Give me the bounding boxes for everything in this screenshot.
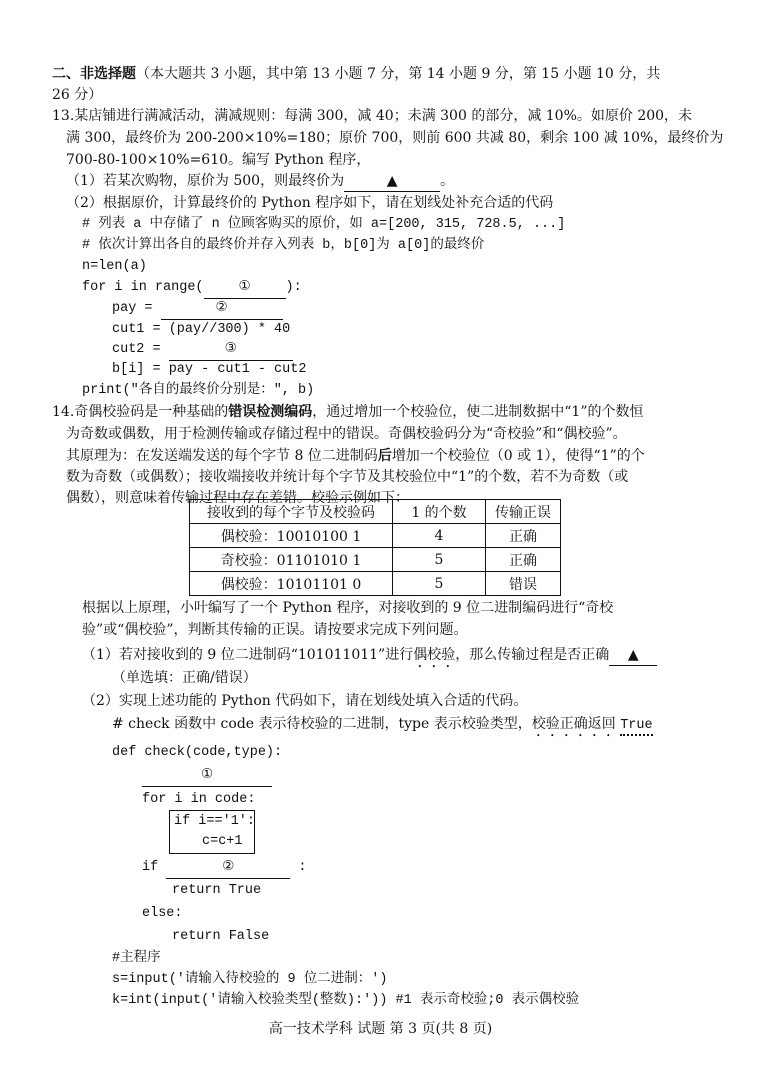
q13-code-assign: b[i] = pay - cut1 - cut2 xyxy=(112,362,307,377)
table-row xyxy=(190,524,561,548)
q14-code-def: def check(code,type): xyxy=(112,745,283,760)
q14-part1-text: （1）若对接收到的 9 位二进制码“101011011”进行 xyxy=(82,647,414,663)
q14-code-main-comment: #主程序 xyxy=(112,951,161,966)
q13-part2: （2）根据原价，计算最终价的 Python 程序如下，请在划线处补充合适的代码 xyxy=(66,195,554,211)
table-cell: 偶校验：10101101 0 xyxy=(190,572,393,596)
q14-keyword: 错误检测编码 xyxy=(228,404,313,420)
q14-code-if xyxy=(142,858,307,879)
q14-part1-emphasis: 偶校验 xyxy=(413,647,456,663)
q14-text: 其原理为：在发送端发送的每个字节 8 位二进制码 xyxy=(66,448,378,464)
q14-code-increment: c=c+1 xyxy=(202,834,243,849)
q14-keyword: 后 xyxy=(377,448,392,464)
table-cell: 错误 xyxy=(486,572,561,596)
q14-code-blank1-line xyxy=(142,766,272,787)
code-text: # check 函数中 code 表示待校验的二进制，type 表示校验类型， xyxy=(112,716,532,732)
q13-stem-line3: 700-80-100×10%=610。编写 Python 程序， xyxy=(66,152,371,168)
q13-stem-line2: 满 300，最终价为 200-200×10%=180；原价 700，则前 600 共减 80，剩余 100 减 10%，最终价为 xyxy=(66,130,724,146)
q14-stem-line1 xyxy=(52,402,644,422)
q14-stem-line3 xyxy=(66,446,645,466)
table-cell: 正确 xyxy=(486,524,561,548)
q14-part1-answer-blank[interactable] xyxy=(609,645,657,666)
q14-after-table-line2: 验”或“偶校验”，判断其传输的正误。请按要求完成下列问题。 xyxy=(82,622,468,638)
code-text: for i in range( xyxy=(82,280,204,295)
q14-text: ，通过增加一个校验位，使二进制数据中“1”的个数恒 xyxy=(312,404,644,420)
table-cell: 5 xyxy=(393,548,486,572)
q13-code-for xyxy=(82,278,302,299)
q14-blank-2[interactable]: ② xyxy=(166,858,290,879)
table-header: 传输正误 xyxy=(486,500,561,524)
q14-text: 14.奇偶校验码是一种基础的 xyxy=(52,404,229,420)
code-text: cut2 = xyxy=(112,342,169,357)
q14-code-if-char: if i=='1': xyxy=(174,814,256,829)
table-cell: 奇校验：01101010 1 xyxy=(190,548,393,572)
q14-code-for: for i in code: xyxy=(142,792,256,807)
q14-code-input-k: k=int(input('请输入校验类型(整数):')) #1 表示奇校验;0 表示偶校验 xyxy=(112,993,580,1008)
q14-blank-1[interactable]: ① xyxy=(142,766,272,787)
code-text: if xyxy=(142,860,159,875)
q14-code-return-true: return True xyxy=(172,883,262,898)
code-text: : xyxy=(298,860,307,875)
section-title: 二、非选择题 xyxy=(52,66,136,82)
q13-part1-text: （1）若某次购物，原价为 500，则最终价为 xyxy=(66,173,345,189)
q13-blank-3[interactable]: ③ xyxy=(169,340,293,361)
q13-code-comment2: # 依次计算出各自的最终价并存入列表 b，b[0]为 a[0]的最终价 xyxy=(82,238,485,253)
q14-part1-note: （单选填：正确/错误） xyxy=(112,670,257,686)
table-row xyxy=(190,572,561,596)
q13-blank-2[interactable]: ② xyxy=(161,299,283,320)
q13-part1 xyxy=(66,171,454,192)
q14-code-comment xyxy=(112,714,653,740)
q13-code-cut1: cut1 = (pay//300) * 40 xyxy=(112,322,291,337)
code-emphasis: 校验正确返回 xyxy=(531,716,616,732)
q13-blank-1[interactable]: ① xyxy=(204,278,286,299)
table-row xyxy=(190,548,561,572)
answer-mark: ▲ xyxy=(627,647,639,663)
q13-code-line-n: n=len(a) xyxy=(82,259,147,274)
q14-stem-line2: 为奇数或偶数，用于检测传输或存储过程中的错误。奇偶校验码分为“奇校验”和“偶校验”。 xyxy=(66,426,627,442)
q14-part1-text: ，那么传输过程是否正确 xyxy=(455,647,610,663)
q14-code-input-s: s=input('请输入待校验的 9 位二进制：') xyxy=(112,972,388,987)
table-header: 接收到的每个字节及校验码 xyxy=(190,500,393,524)
code-emphasis: True xyxy=(620,718,652,736)
q13-code-comment1: # 列表 a 中存储了 n 位顾客购买的原价，如 a=[200, 315, 728.5, ...] xyxy=(82,217,566,232)
answer-mark: ▲ xyxy=(386,173,398,189)
section-description: （本大题共 3 小题，其中第 13 小题 7 分，第 14 小题 9 分，第 15 小题 10 分，共 xyxy=(136,66,661,82)
section-header xyxy=(52,64,660,84)
q13-code-print: print("各自的最终价分别是：", b) xyxy=(82,383,315,398)
q14-code-else: else: xyxy=(142,906,183,921)
code-text: pay = xyxy=(112,301,161,316)
table-cell: 5 xyxy=(393,572,486,596)
section-description-cont: 26 分） xyxy=(52,87,103,103)
q13-code-cut2 xyxy=(112,340,293,361)
q13-part1-answer-blank[interactable] xyxy=(344,171,440,192)
q14-part2: （2）实现上述功能的 Python 代码如下，请在划线处填入合适的代码。 xyxy=(82,693,528,709)
table-cell: 正确 xyxy=(486,548,561,572)
table-cell: 偶校验：10010100 1 xyxy=(190,524,393,548)
q13-stem-line1: 13.某店铺进行满减活动，满减规则：每满 300，减 40；未满 300 的部分，减 10%。如原价 200，未 xyxy=(52,108,693,124)
q14-stem-line5: 偶数），则意味着传输过程中存在差错。校验示例如下： xyxy=(66,490,409,506)
q14-stem-line4: 数为奇数（或偶数）；接收端接收并统计每个字节及其校验位中“1”的个数，若不为奇数（或 xyxy=(66,469,629,485)
parity-example-table xyxy=(189,499,561,596)
table-header-row xyxy=(190,500,561,524)
table-cell: 4 xyxy=(393,524,486,548)
table-header: 1 的个数 xyxy=(393,500,486,524)
q14-after-table-line1: 根据以上原理，小叶编写了一个 Python 程序，对接收到的 9 位二进制编码进行“奇校 xyxy=(82,600,614,616)
code-text: ): xyxy=(285,280,302,295)
q13-part1-end: 。 xyxy=(440,173,455,189)
page-footer: 高一技术学科 试题 第 3 页(共 8 页) xyxy=(268,1021,493,1037)
q14-text: 增加一个校验位（0 或 1），使得“1”的个 xyxy=(391,448,645,464)
q13-code-pay xyxy=(112,299,283,320)
q14-code-return-false: return False xyxy=(172,929,270,944)
